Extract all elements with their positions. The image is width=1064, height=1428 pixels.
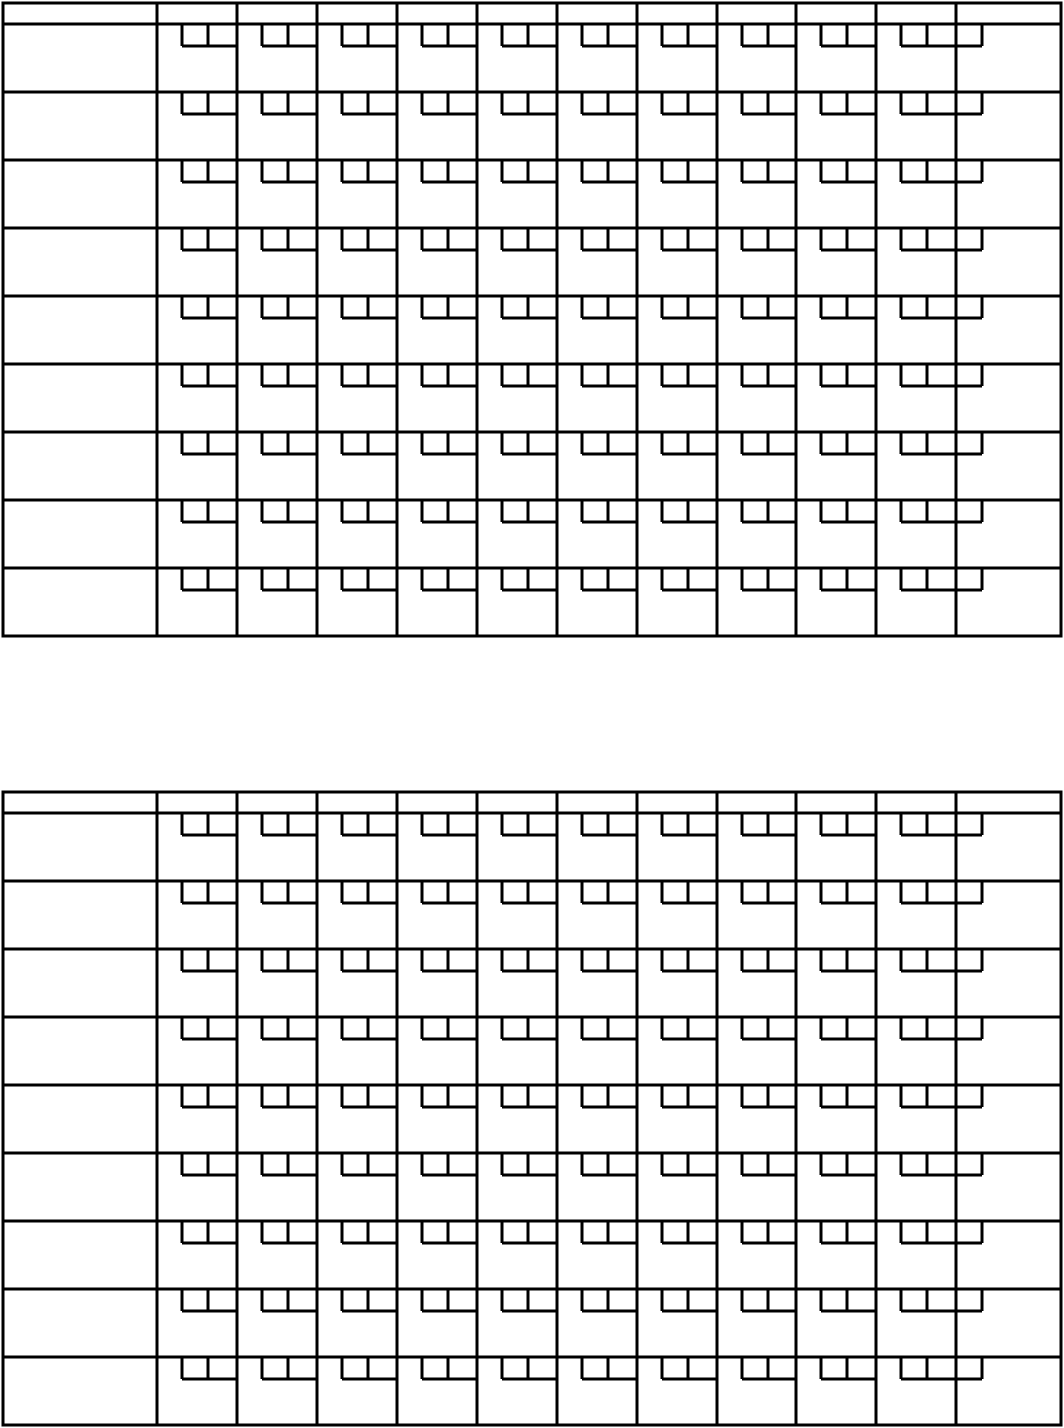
sheet-background <box>0 0 1064 640</box>
score-sheet-upper <box>0 0 1064 640</box>
score-sheet-lower <box>0 789 1064 1428</box>
